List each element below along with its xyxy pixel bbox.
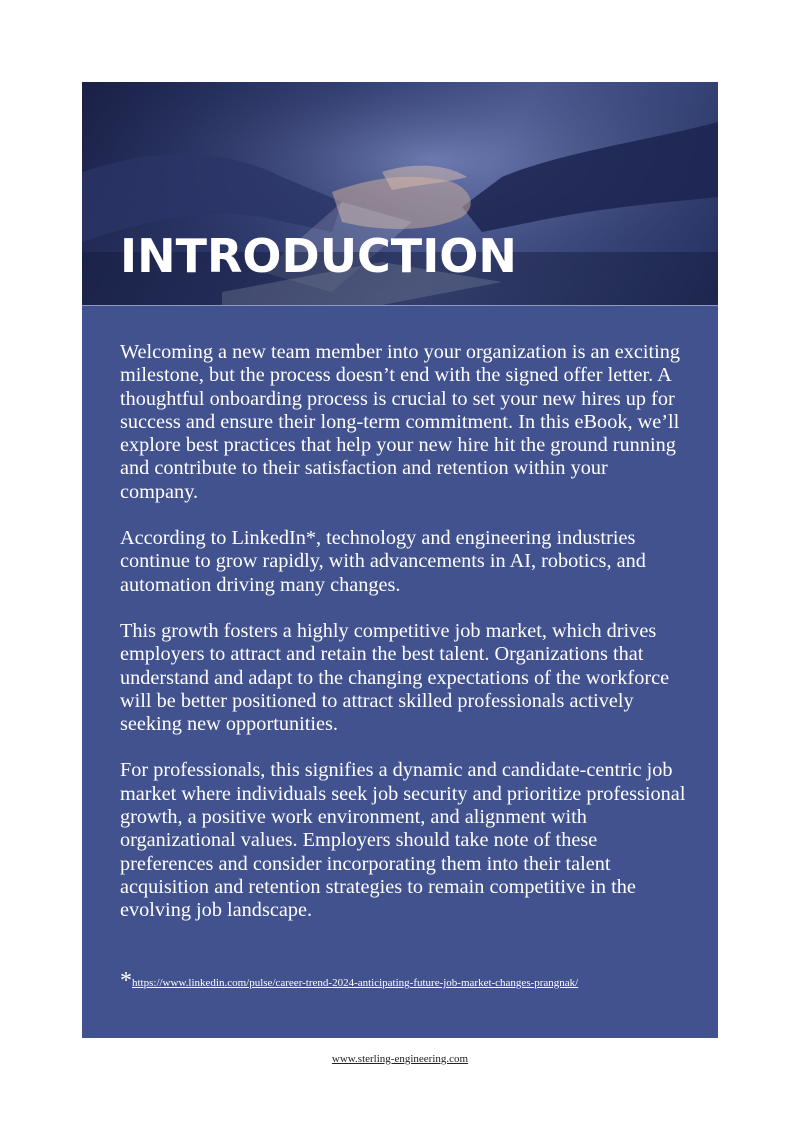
- page-title: INTRODUCTION: [120, 229, 517, 283]
- content-panel: [82, 82, 718, 1038]
- footnote-marker: *: [120, 968, 132, 994]
- paragraph-onboarding: Welcoming a new team member into your organization is an exciting milestone, but the process doesn’t end with the signed offer letter. A thoughtful onboarding process is crucial to set your new hires up for success and ensure their long-term commitment. In this eBook, we’ll explore best practices that help your new hire hit the ground running and contribute to their satisfaction and retention within your company.: [120, 341, 681, 503]
- footnote: [120, 968, 579, 994]
- paragraph-professionals: For professionals, this signifies a dynamic and candidate-centric job market where individuals seek job security and prioritize professional growth, a positive work environment, and alignment with organizational values. Employers should take note of these preferences and consider incorporating them into their talent acquisition and retention strategies to remain competitive in the evolving job landscape.: [120, 759, 686, 922]
- footnote-link[interactable]: https://www.linkedin.com/pulse/career-trend-2024-anticipating-future-job-market-changes-prangnak/: [132, 977, 579, 989]
- footer-website-link[interactable]: www.sterling-engineering.com: [331, 1053, 469, 1065]
- paragraph-linkedin: According to LinkedIn*, technology and engineering industries continue to grow rapidly, with advancements in AI, robotics, and automation driving many changes.: [120, 527, 646, 596]
- body-text: [120, 341, 686, 946]
- hero-divider: [82, 305, 718, 306]
- paragraph-job-market: This growth fosters a highly competitive job market, which drives employers to attract and retain the best talent. Organizations that understand and adapt to the changing expectations of the workforce will be better positioned to attract skilled professionals actively seeking new opportunities.: [120, 619, 670, 736]
- hero-banner: [82, 82, 718, 305]
